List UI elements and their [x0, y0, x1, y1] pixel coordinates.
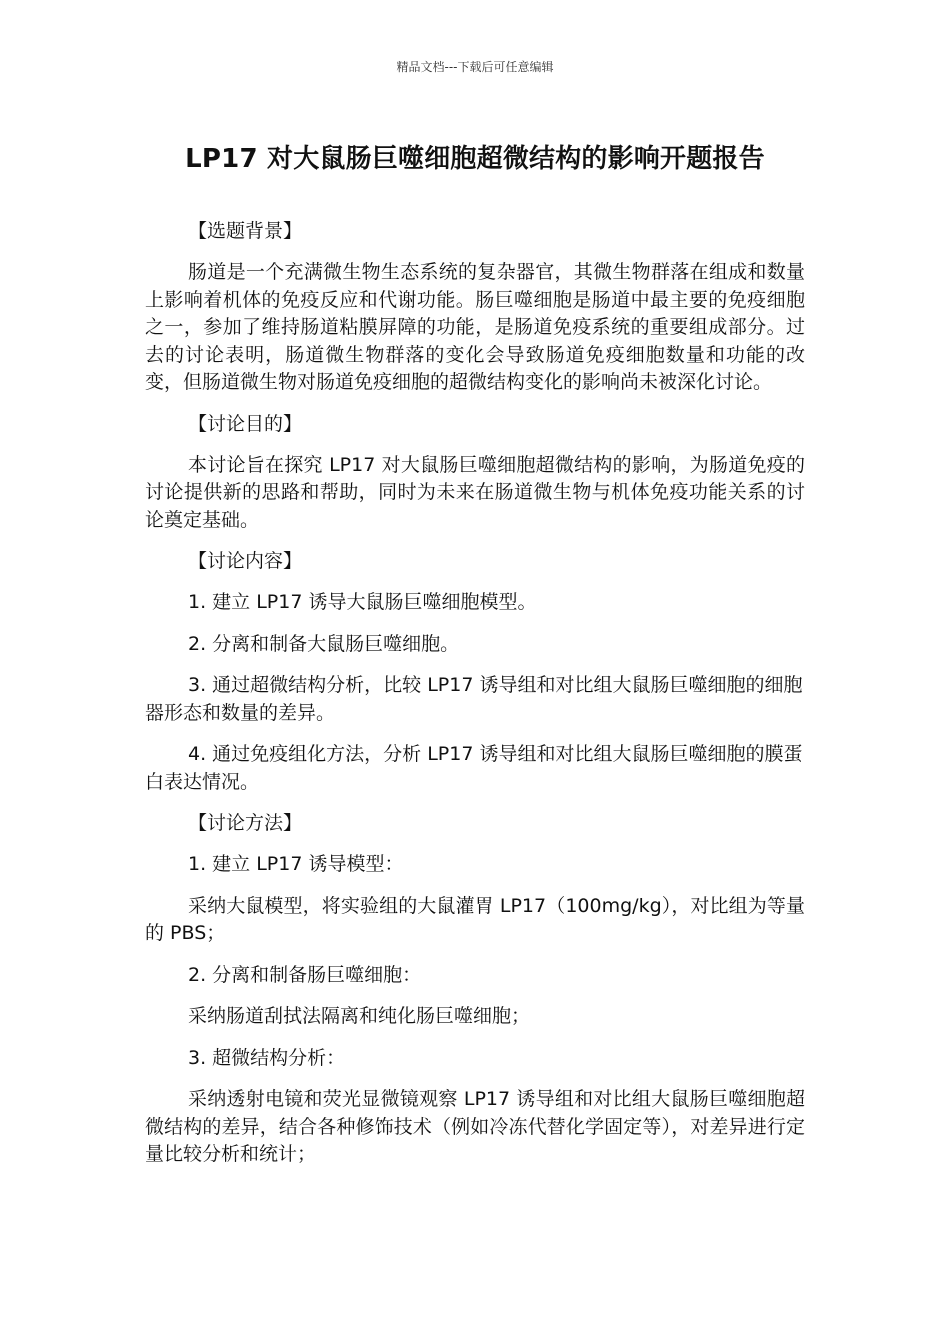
content-item-2: 2. 分离和制备大鼠肠巨噬细胞。: [188, 632, 460, 655]
document-body: [145, 218, 805, 1183]
method-step-3-text: 采纳透射电镜和荧光显微镜观察 LP17 诱导组和对比组大鼠肠巨噬细胞超微结构的差异，结合各种修饰技术（例如冷冻代替化学固定等），对差异进行定量比较分析和统计；: [145, 1088, 805, 1165]
section-heading-content: 【讨论内容】: [188, 550, 303, 572]
purpose-paragraph: 本讨论旨在探究 LP17 对大鼠肠巨噬细胞超微结构的影响，为肠道免疫的讨论提供新的思路和帮助，同时为未来在肠道微生物与机体免疫功能关系的讨论奠定基础。: [145, 453, 805, 531]
section-heading-purpose: 【讨论目的】: [188, 412, 303, 435]
background-paragraph: 肠道是一个充满微生物生态系统的复杂器官，其微生物群落在组成和数量上影响着机体的免疫反应和代谢功能。肠巨噬细胞是肠道中最主要的免疫细胞之一，参加了维持肠道粘膜屏障的功能，是肠道免疫系统的重要组成部分。过去的讨论表明，肠道微生物群落的变化会导致肠道免疫细胞数量和功能的改变，但肠道微生物对肠道免疫细胞的超微结构变化的影响尚未被深化讨论。: [145, 261, 805, 393]
method-step-2-text: 采纳肠道刮拭法隔离和纯化肠巨噬细胞；: [188, 1005, 531, 1027]
method-step-2-title: 2. 分离和制备肠巨噬细胞：: [188, 963, 422, 986]
method-step-1-text: 采纳大鼠模型，将实验组的大鼠灌胃 LP17（100mg/kg），对比组为等量的 PBS；: [145, 894, 805, 944]
document-title: LP17 对大鼠肠巨噬细胞超微结构的影响开题报告: [185, 144, 765, 174]
content-item-1: 1. 建立 LP17 诱导大鼠肠巨噬细胞模型。: [188, 591, 537, 613]
section-heading-methods: 【讨论方法】: [188, 812, 303, 834]
content-item-4: 4. 通过免疫组化方法，分析 LP17 诱导组和对比组大鼠肠巨噬细胞的膜蛋白表达情况。: [145, 743, 803, 793]
method-step-3-title: 3. 超微结构分析：: [188, 1046, 346, 1069]
section-heading-background: 【选题背景】: [188, 220, 303, 242]
method-step-1-title: 1. 建立 LP17 诱导模型：: [188, 853, 404, 875]
content-item-3: 3. 通过超微结构分析，比较 LP17 诱导组和对比组大鼠肠巨噬细胞的细胞器形态和数量的差异。: [145, 674, 803, 724]
header-note: 精品文档---下载后可任意编辑: [396, 60, 554, 74]
